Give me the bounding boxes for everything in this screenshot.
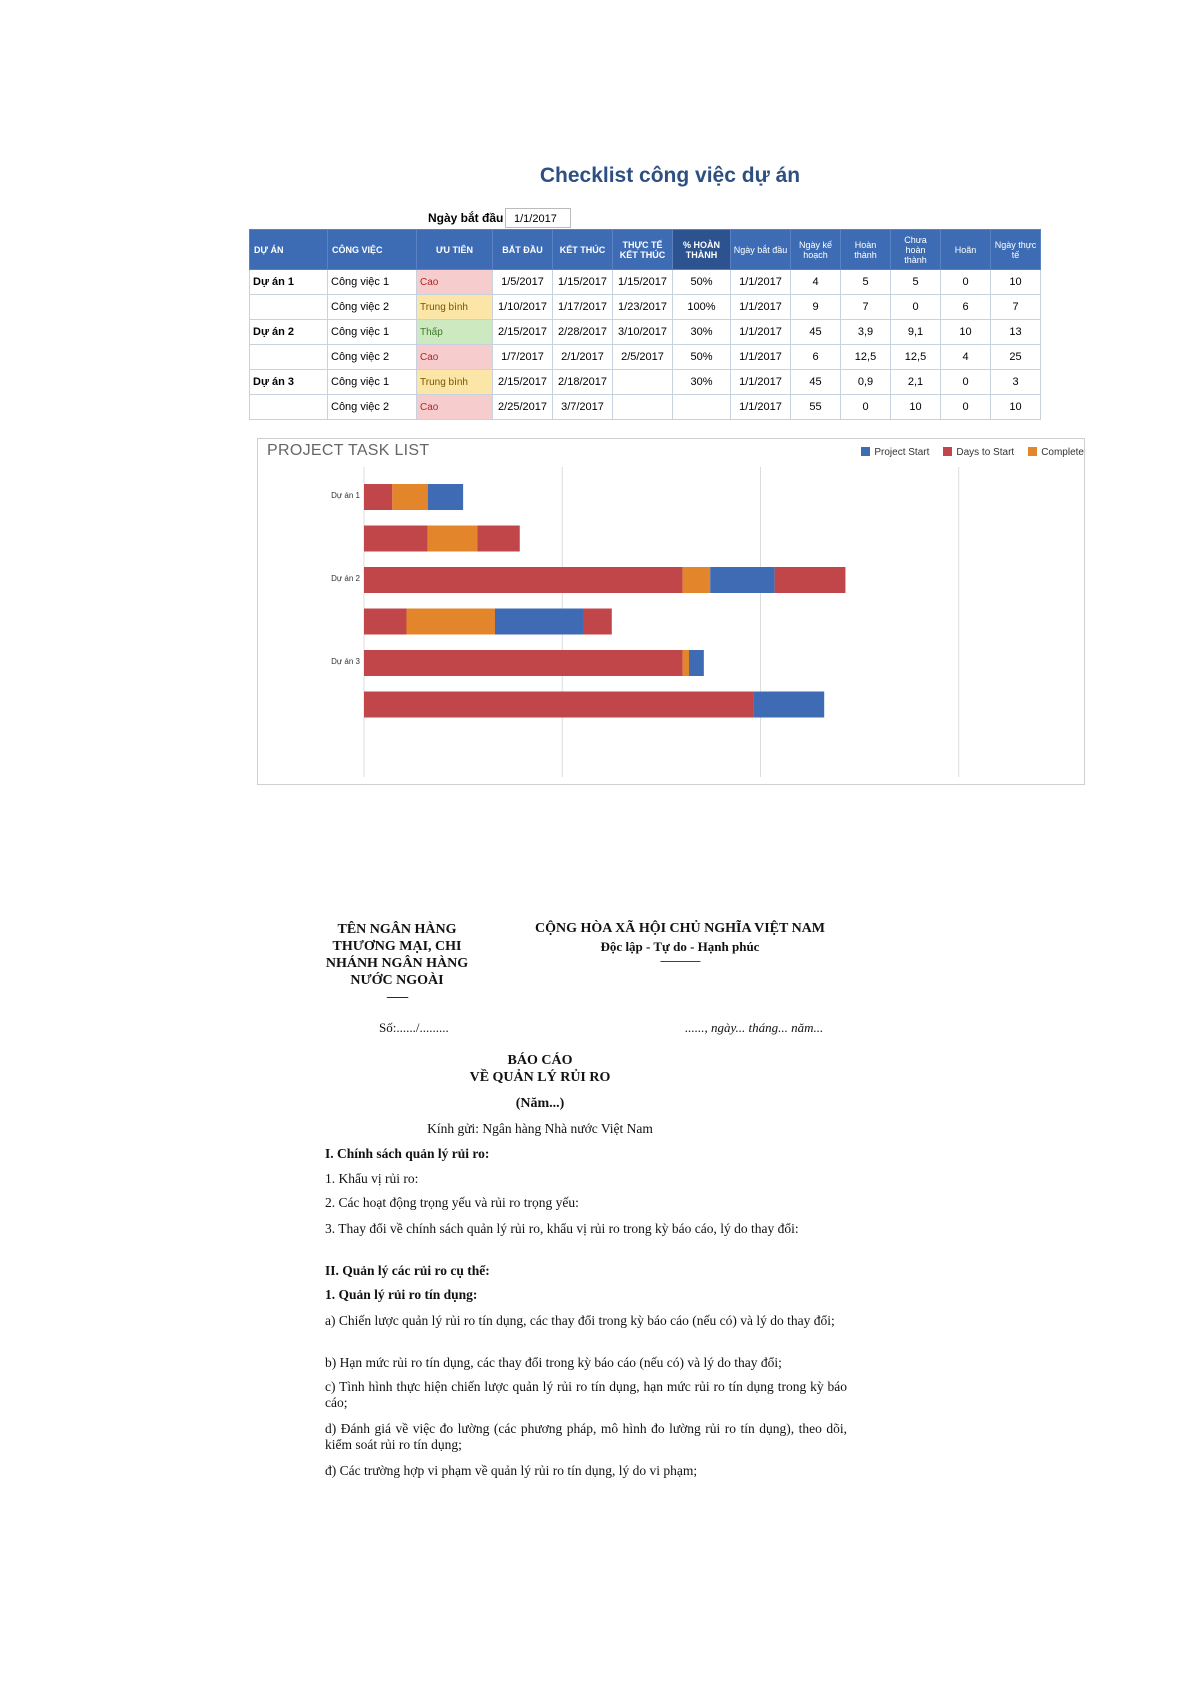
cell-done: 0,9: [841, 370, 891, 395]
bar-segment: [364, 567, 683, 593]
cell-done: 3,9: [841, 320, 891, 345]
col-header-task: CÔNG VIỆC: [328, 230, 417, 270]
category-label: Dự án 1: [331, 491, 360, 500]
cell-done: 7: [841, 295, 891, 320]
report-title: BÁO CÁO: [507, 1053, 573, 1068]
section-heading: I. Chính sách quản lý rủi ro:: [325, 1146, 490, 1161]
cell-actual-end: [613, 395, 673, 420]
cell-start: 2/15/2017: [493, 320, 553, 345]
cell-priority: Cao: [417, 270, 493, 295]
bank-name-rule: --------: [386, 991, 408, 1003]
cell-end: 1/15/2017: [553, 270, 613, 295]
paragraph: d) Đánh giá về việc đo lường (các phương pháp, mô hình đo lường rủi ro tín dụng), theo dõi, kiểm soát rủi ro tín dụng;: [325, 1421, 847, 1452]
cell-planned-days: 45: [791, 370, 841, 395]
bar-segment: [710, 567, 774, 593]
cell-end: 2/28/2017: [553, 320, 613, 345]
cell-not-done: 9,1: [891, 320, 941, 345]
paragraph: c) Tình hình thực hiện chiến lược quản lý rủi ro tín dụng, hạn mức rủi ro tín dụng trong kỳ báo cáo;: [325, 1379, 847, 1410]
bank-name-line: NƯỚC NGOÀI: [350, 973, 444, 988]
start-date-label: Ngày bắt đầu: [428, 211, 504, 225]
bar-segment: [683, 650, 689, 676]
cell-start: 2/15/2017: [493, 370, 553, 395]
paragraph: a) Chiến lược quản lý rủi ro tín dụng, các thay đổi trong kỳ báo cáo (nếu có) và lý do thay đổi;: [325, 1313, 835, 1328]
cell-project: Dự án 3: [250, 370, 328, 395]
report-year: (Năm...): [515, 1096, 565, 1111]
paragraph: 3. Thay đổi về chính sách quản lý rủi ro, khẩu vị rủi ro trong kỳ báo cáo, lý do thay đổi:: [325, 1221, 799, 1236]
project-task-chart: [257, 438, 1085, 785]
cell-project: [250, 295, 328, 320]
legend-label: Days to Start: [956, 447, 1015, 458]
legend-label: Complete: [1041, 447, 1084, 458]
cell-actual-end: [613, 370, 673, 395]
cell-actual-days: 7: [991, 295, 1041, 320]
col-header-start-date: Ngày bắt đầu: [731, 230, 791, 270]
cell-planned-days: 4: [791, 270, 841, 295]
col-header-planned-days: Ngày kế hoạch: [791, 230, 841, 270]
paragraph: b) Hạn mức rủi ro tín dụng, các thay đổi trong kỳ báo cáo (nếu có) và lý do thay đổi;: [325, 1355, 782, 1370]
legend-swatch: [861, 447, 870, 456]
legend-item: [861, 447, 929, 458]
cell-actual-end: 1/15/2017: [613, 270, 673, 295]
cell-postponed: 0: [941, 395, 991, 420]
cell-task: Công việc 1: [328, 270, 417, 295]
bar-segment: [364, 609, 406, 635]
cell-start: 2/25/2017: [493, 395, 553, 420]
cell-actual-end: 3/10/2017: [613, 320, 673, 345]
cell-actual-days: 13: [991, 320, 1041, 345]
category-label: Dự án 2: [331, 574, 360, 583]
cell-priority: Thấp: [417, 320, 493, 345]
bar-segment: [364, 526, 428, 552]
bar-segment: [392, 484, 427, 510]
motto-rule: ---------------: [660, 955, 700, 967]
cell-actual-end: 2/5/2017: [613, 345, 673, 370]
cell-end: 2/18/2017: [553, 370, 613, 395]
document-date: ......, ngày... tháng... năm...: [685, 1020, 824, 1035]
cell-task: Công việc 2: [328, 345, 417, 370]
cell-task: Công việc 2: [328, 395, 417, 420]
col-header-priority: ƯU TIÊN: [417, 230, 493, 270]
col-header-postponed: Hoãn: [941, 230, 991, 270]
legend-swatch: [1028, 447, 1037, 456]
cell-end: 1/17/2017: [553, 295, 613, 320]
cell-done: 12,5: [841, 345, 891, 370]
col-header-done: Hoàn thành: [841, 230, 891, 270]
cell-start: 1/10/2017: [493, 295, 553, 320]
national-motto: Độc lập - Tự do - Hạnh phúc: [600, 939, 760, 954]
report-subtitle: VỀ QUẢN LÝ RỦI RO: [469, 1070, 611, 1085]
bar-segment: [495, 609, 584, 635]
bank-name-line: TÊN NGÂN HÀNG: [337, 922, 457, 937]
col-header-percent: % HOÀN THÀNH: [673, 230, 731, 270]
cell-project: Dự án 2: [250, 320, 328, 345]
bar-segment: [428, 526, 478, 552]
table-row: [250, 295, 1041, 320]
report-document: [215, 903, 865, 1488]
cell-start-date: 1/1/2017: [731, 345, 791, 370]
cell-project: [250, 345, 328, 370]
cell-percent: 30%: [673, 320, 731, 345]
cell-start-date: 1/1/2017: [731, 370, 791, 395]
cell-end: 2/1/2017: [553, 345, 613, 370]
paragraph: 2. Các hoạt động trọng yếu và rủi ro trọng yếu:: [325, 1195, 579, 1210]
cell-task: Công việc 2: [328, 295, 417, 320]
cell-actual-days: 25: [991, 345, 1041, 370]
cell-not-done: 10: [891, 395, 941, 420]
col-header-not-done: Chưa hoàn thành: [891, 230, 941, 270]
table-row: [250, 320, 1041, 345]
legend-item: [943, 447, 1014, 458]
chart-legend: [847, 447, 1084, 458]
cell-not-done: 2,1: [891, 370, 941, 395]
cell-not-done: 0: [891, 295, 941, 320]
legend-swatch: [943, 447, 952, 456]
cell-start-date: 1/1/2017: [731, 270, 791, 295]
cell-actual-days: 10: [991, 270, 1041, 295]
bar-segment: [683, 567, 711, 593]
bar-segment: [428, 484, 463, 510]
cell-priority: Cao: [417, 345, 493, 370]
cell-percent: 100%: [673, 295, 731, 320]
cell-planned-days: 9: [791, 295, 841, 320]
bar-segment: [364, 484, 392, 510]
cell-percent: 50%: [673, 270, 731, 295]
table-row: [250, 270, 1041, 295]
cell-task: Công việc 1: [328, 370, 417, 395]
cell-percent: 30%: [673, 370, 731, 395]
recipient-line: Kính gửi: Ngân hàng Nhà nước Việt Nam: [427, 1121, 653, 1136]
paragraph: đ) Các trường hợp vi phạm về quản lý rủi ro tín dụng, lý do vi phạm;: [325, 1463, 698, 1478]
bar-segment: [477, 526, 519, 552]
paragraph: 1. Khẩu vị rủi ro:: [325, 1171, 419, 1186]
cell-postponed: 0: [941, 270, 991, 295]
cell-start-date: 1/1/2017: [731, 295, 791, 320]
start-date-field[interactable]: 1/1/2017: [505, 208, 571, 228]
col-header-project: DỰ ÁN: [250, 230, 328, 270]
cell-done: 0: [841, 395, 891, 420]
national-title: CỘNG HÒA XÃ HỘI CHỦ NGHĨA VIỆT NAM: [534, 921, 825, 936]
bar-segment: [406, 609, 495, 635]
section-heading: II. Quản lý các rủi ro cụ thể:: [325, 1263, 490, 1278]
table-header-row: [250, 230, 1041, 270]
cell-percent: [673, 395, 731, 420]
task-table: [249, 229, 1041, 420]
subsection-heading: 1. Quản lý rủi ro tín dụng:: [325, 1287, 478, 1302]
chart-title: PROJECT TASK LIST: [267, 442, 430, 459]
cell-postponed: 6: [941, 295, 991, 320]
legend-item: [1028, 447, 1084, 458]
cell-priority: Cao: [417, 395, 493, 420]
cell-not-done: 5: [891, 270, 941, 295]
table-row: [250, 395, 1041, 420]
bar-segment: [583, 609, 611, 635]
cell-priority: Trung bình: [417, 295, 493, 320]
cell-actual-days: 3: [991, 370, 1041, 395]
cell-actual-end: 1/23/2017: [613, 295, 673, 320]
cell-start-date: 1/1/2017: [731, 320, 791, 345]
cell-start-date: 1/1/2017: [731, 395, 791, 420]
cell-priority: Trung bình: [417, 370, 493, 395]
bar-segment: [364, 692, 753, 718]
bank-name: [307, 921, 487, 1006]
bank-name-line: NHÁNH NGÂN HÀNG: [325, 956, 469, 971]
task-table-body: [250, 270, 1041, 420]
checklist-title: Checklist công việc dự án: [539, 164, 801, 187]
cell-task: Công việc 1: [328, 320, 417, 345]
col-header-start: BẮT ĐẦU: [493, 230, 553, 270]
cell-percent: 50%: [673, 345, 731, 370]
col-header-actual-end: THỰC TẾ KẾT THÚC: [613, 230, 673, 270]
cell-done: 5: [841, 270, 891, 295]
cell-start: 1/7/2017: [493, 345, 553, 370]
table-row: [250, 370, 1041, 395]
document-number: Số:....../.........: [379, 1020, 449, 1035]
cell-end: 3/7/2017: [553, 395, 613, 420]
bar-segment: [753, 692, 824, 718]
col-header-end: KẾT THÚC: [553, 230, 613, 270]
cell-not-done: 12,5: [891, 345, 941, 370]
bar-segment: [689, 650, 704, 676]
bar-segment: [364, 650, 683, 676]
cell-postponed: 0: [941, 370, 991, 395]
bank-name-line: THƯƠNG MẠI, CHI: [332, 939, 462, 954]
col-header-actual-days: Ngày thực tế: [991, 230, 1041, 270]
cell-start: 1/5/2017: [493, 270, 553, 295]
cell-project: [250, 395, 328, 420]
chart-plot: [258, 439, 1084, 784]
cell-planned-days: 45: [791, 320, 841, 345]
table-row: [250, 345, 1041, 370]
cell-project: Dự án 1: [250, 270, 328, 295]
cell-actual-days: 10: [991, 395, 1041, 420]
category-label: Dự án 3: [331, 657, 360, 666]
bar-segment: [775, 567, 846, 593]
cell-planned-days: 6: [791, 345, 841, 370]
cell-postponed: 10: [941, 320, 991, 345]
cell-postponed: 4: [941, 345, 991, 370]
legend-label: Project Start: [874, 447, 930, 458]
cell-planned-days: 55: [791, 395, 841, 420]
